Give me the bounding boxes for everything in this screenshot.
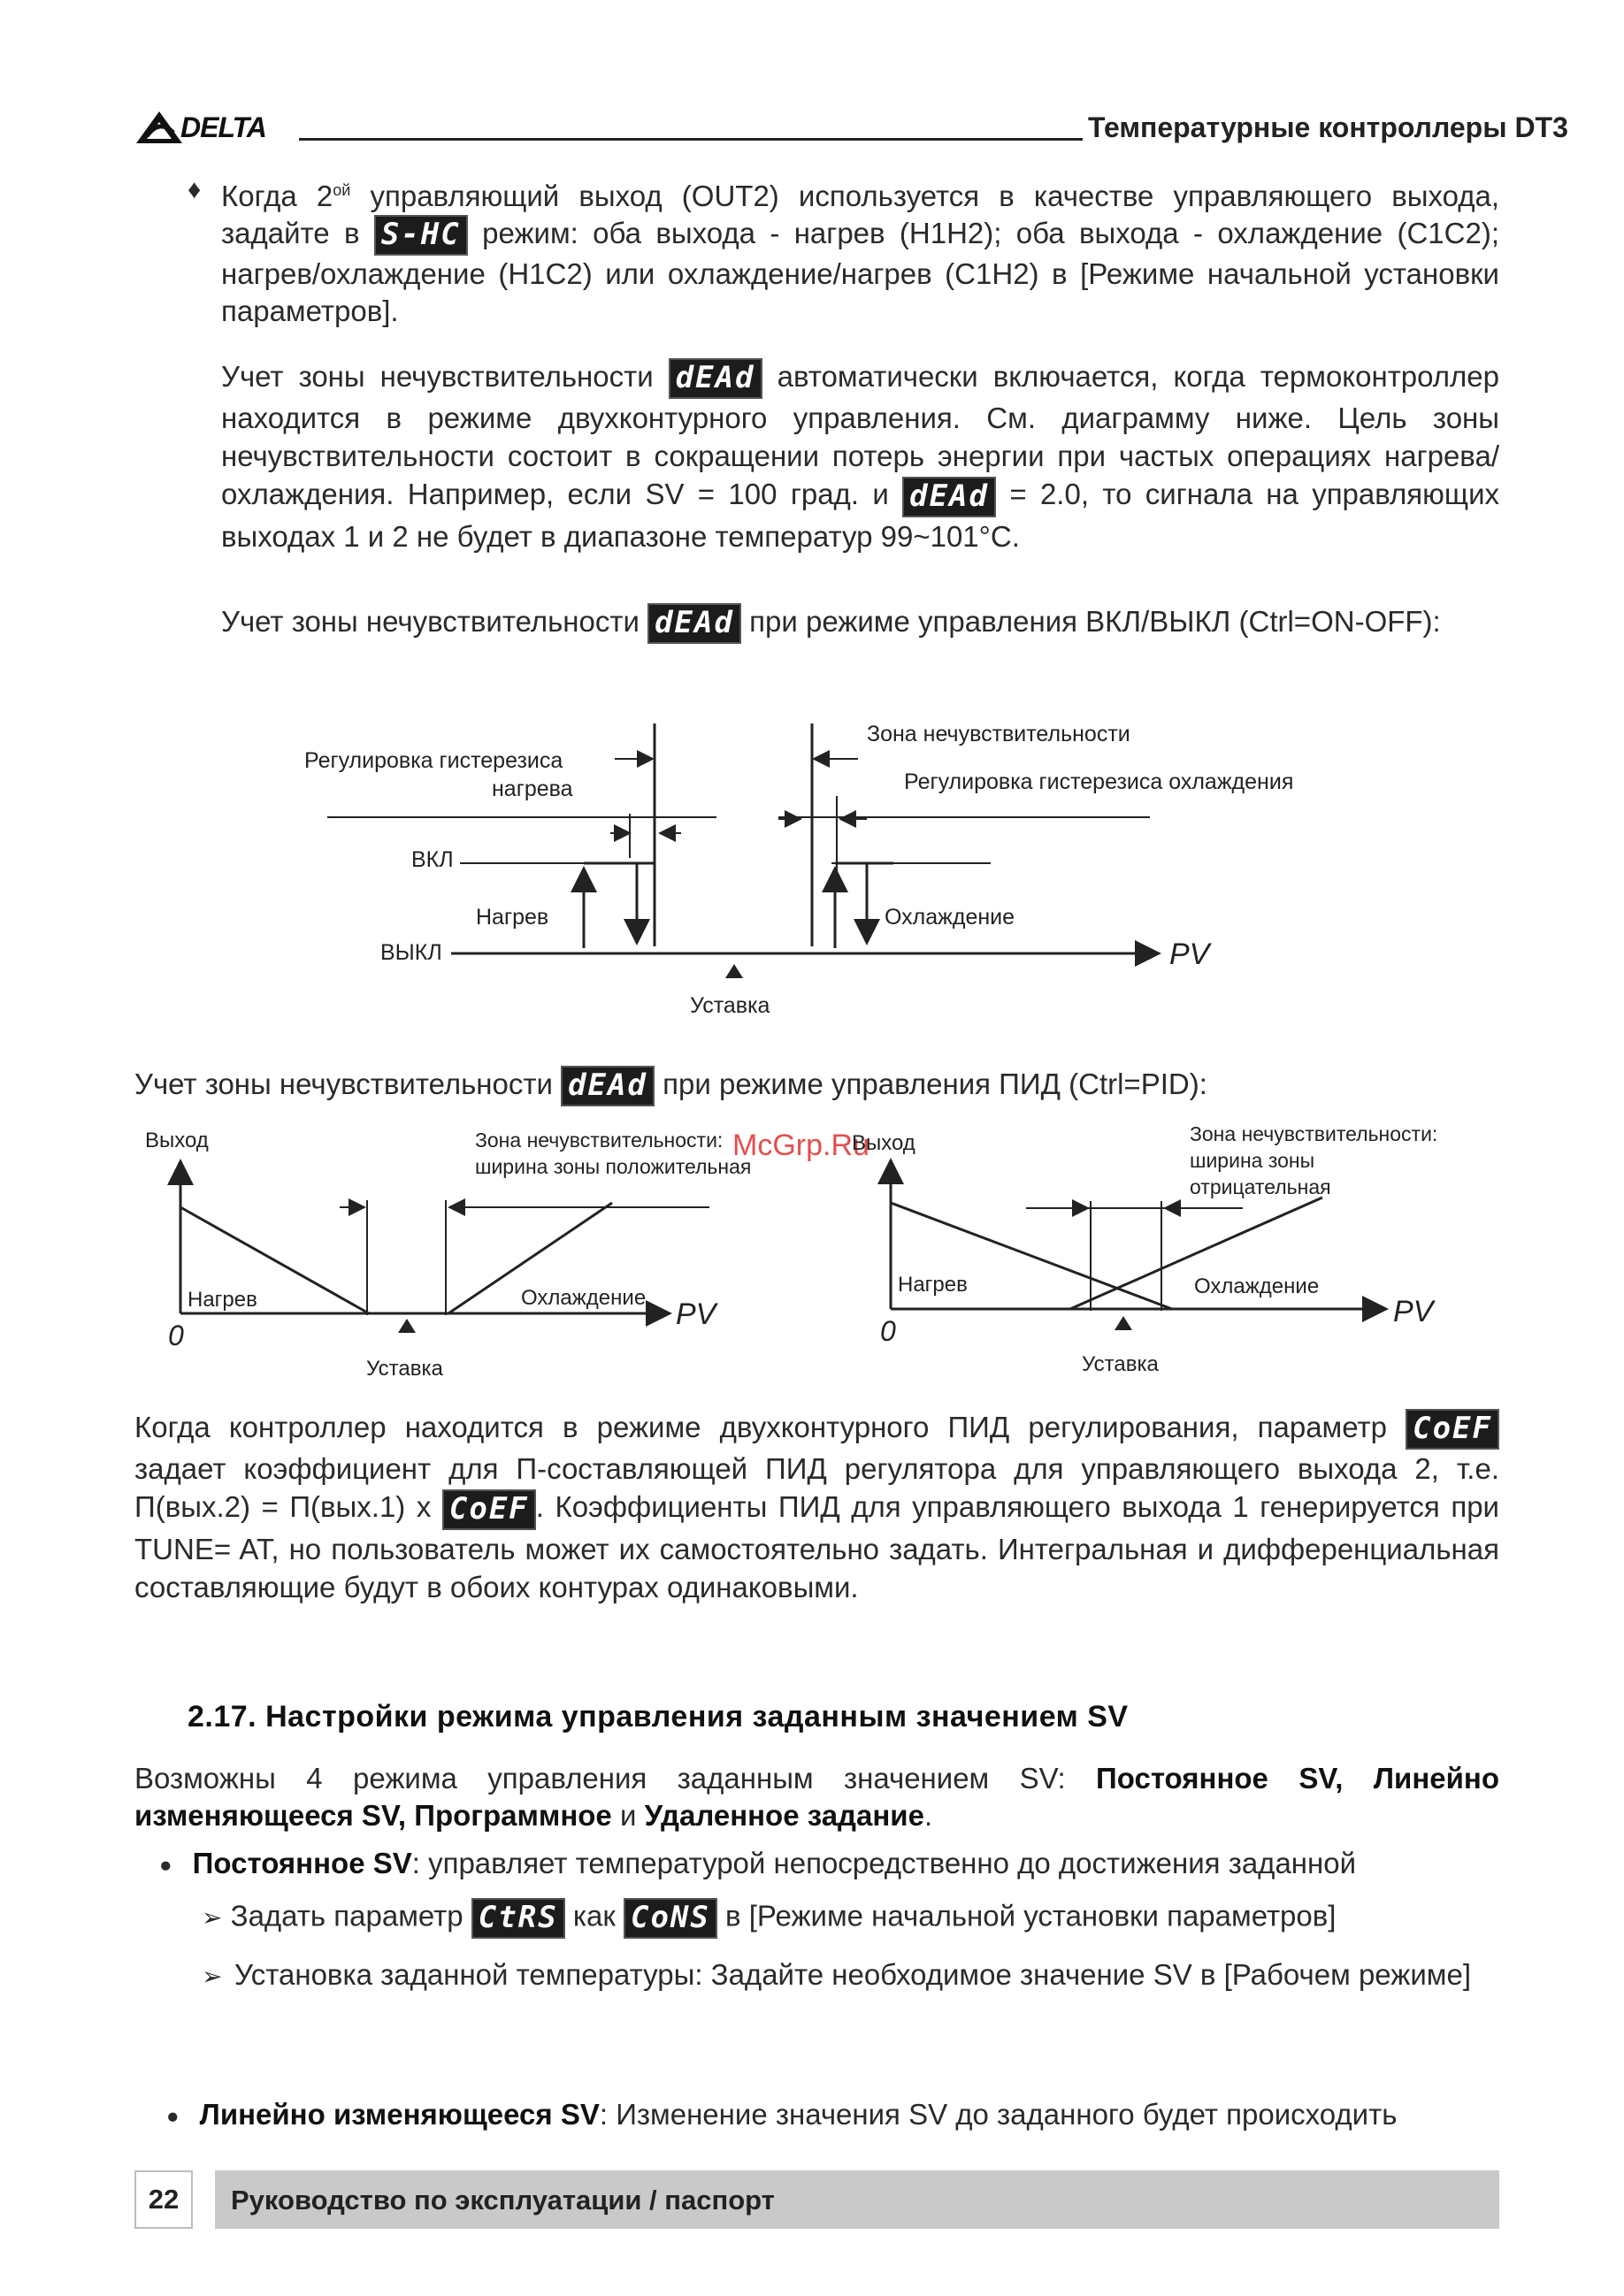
zone-label-2: ширина зоны положительная — [475, 1155, 752, 1178]
setpoint-marker-icon — [398, 1319, 416, 1333]
paragraph-out2: Когда $2^{ой}$ управляющий выход (OUT2) используется в качестве управляющего выхода, задайте в S-HC режим: оба выхода - нагрев (H1H2); оба выхода - охлаждение (C1C2); нагрев/охлаждение (H1C2) или охлаждение/нагрев (C1H2) в [Режиме начальной установки параметров]. — [221, 180, 1499, 328]
pid-negative-diagram — [852, 1116, 1499, 1390]
hyst-heat-label-2: нагрева — [492, 777, 573, 801]
sub-item-setpoint: Установка заданной температуры: Задайте необходимое значение SV в [Рабочем режиме] — [234, 1958, 1472, 1991]
setpoint-marker-icon — [725, 964, 743, 978]
sub-arrow: ➢ — [202, 1963, 223, 1990]
lcd-coef: CoEF — [1406, 1409, 1499, 1450]
lcd-dead-4: dEAd — [561, 1066, 655, 1106]
zero-label: 0 — [880, 1315, 896, 1347]
heat-label: Нагрев — [898, 1273, 968, 1297]
lcd-shc: S-HC — [374, 215, 468, 256]
lcd-dead: dEAd — [669, 358, 762, 399]
hyst-cool-label: Регулировка гистерезиса охлаждения — [904, 769, 1294, 794]
lcd-cons: CoNS — [624, 1898, 717, 1939]
bullet-constant-sv: ● Постоянное SV: управляет температурой непосредственно до достижения заданной — [159, 1847, 1357, 1879]
zone-label-1: Зона нечувствительности: — [1190, 1122, 1438, 1145]
setpoint-label: Уставка — [366, 1357, 443, 1381]
paragraph-deadband: Учет зоны нечувствительности dEAd автоматически включается, когда термоконтроллер находится в режиме двухконтурного управления. См. диаграмму ниже. Цель зоны нечувствительности состоит в сокращении потерь энергии при частых операциях нагрева/охлаждения. Например, если SV = 100 град. и dEAd = 2.0, то сигнала на управляющих выходах 1 и 2 не будет в диапазоне температур 99~101°C. — [221, 360, 1500, 553]
lcd-dead-3: dEAd — [647, 603, 741, 644]
zone-label-2: ширина зоны — [1190, 1149, 1315, 1172]
watermark: McGrp.Ru — [732, 1129, 869, 1162]
sub-item-ctrs: ➢ Задать параметр CtRS как CoNS в [Режиме начальной установки параметров] — [202, 1898, 1336, 1939]
zone-label-3: отрицательная — [1190, 1175, 1331, 1198]
page-number-box — [134, 2170, 193, 2229]
zone-label-1: Зона нечувствительности: — [475, 1129, 724, 1152]
cool-label: Охлаждение — [1194, 1274, 1320, 1298]
section-title: 2.17. Настройки режима управления заданным значением SV — [188, 1700, 1129, 1733]
footer-text: Руководство по эксплуатации / паспорт — [231, 2185, 775, 2216]
paragraph-coef: Когда контроллер находится в режиме двухконтурного ПИД регулирования, параметр CoEF задает коэффициент для П-составляющей ПИД регулятора для управляющего выхода 2, т.е. П(вых.2) = П(вых.1) х CoEF . Коэффициенты ПИД для управляющего выхода 1 генерируется при TUNE= AT, но пользователь может их самостоятельно задать. Интегральная и дифференциальная составляющие будут в обоих контурах одинаковыми. — [134, 1411, 1499, 1603]
heat-label: Нагрев — [476, 905, 549, 930]
lcd-ctrs: CtRS — [471, 1898, 565, 1939]
setpoint-marker-icon — [1115, 1316, 1132, 1330]
paragraph-pid: Учет зоны нечувствительности dEAd при режиме управления ПИД (Ctrl=PID): — [134, 1066, 1499, 1106]
off-label: ВЫКЛ — [380, 940, 442, 965]
header-rule — [299, 138, 1083, 141]
cool-label: Охлаждение — [885, 905, 1015, 930]
bullet-ramp-sv: ● Линейно изменяющееся SV: Изменение значения SV до заданного будет происходить — [166, 2098, 1398, 2131]
output-label: Выход — [145, 1129, 209, 1152]
setpoint-label: Уставка — [1082, 1352, 1159, 1376]
pv-label: PV — [676, 1297, 716, 1331]
heat-label: Нагрев — [188, 1288, 257, 1312]
page-number: 22 — [148, 2184, 180, 2215]
onoff-diagram — [283, 708, 1344, 1026]
pid-positive-diagram — [134, 1119, 771, 1393]
zero-label: 0 — [168, 1320, 184, 1351]
setpoint-label: Уставка — [690, 993, 770, 1018]
delta-logo-icon — [134, 110, 184, 145]
hyst-heat-label-1: Регулировка гистерезиса — [304, 748, 563, 773]
lcd-coef-2: CoEF — [442, 1489, 536, 1530]
pv-label: PV — [1393, 1295, 1434, 1328]
footer-bar — [215, 2170, 1499, 2229]
lcd-dead-2: dEAd — [902, 477, 996, 517]
pv-label: PV — [1169, 938, 1210, 971]
bullet-diamond: ♦ — [188, 175, 202, 204]
cool-label: Охлаждение — [521, 1286, 647, 1310]
brand-name: DELTA — [180, 111, 266, 143]
on-label: ВКЛ — [411, 847, 454, 872]
output-label: Выход — [852, 1131, 915, 1155]
dead-zone-label: Зона нечувствительности — [867, 722, 1130, 746]
paragraph-onoff: Учет зоны нечувствительности dEAd при режиме управления ВКЛ/ВЫКЛ (Ctrl=ON-OFF): — [221, 603, 1499, 644]
paragraph-sv-modes: Возможны 4 режима управления заданным значением SV: Постоянное SV, Линейно изменяющееся SV, Программное и Удаленное задание. — [134, 1762, 1499, 1832]
page-title: Температурные контроллеры DT3 — [1088, 111, 1568, 143]
header — [134, 104, 1568, 149]
